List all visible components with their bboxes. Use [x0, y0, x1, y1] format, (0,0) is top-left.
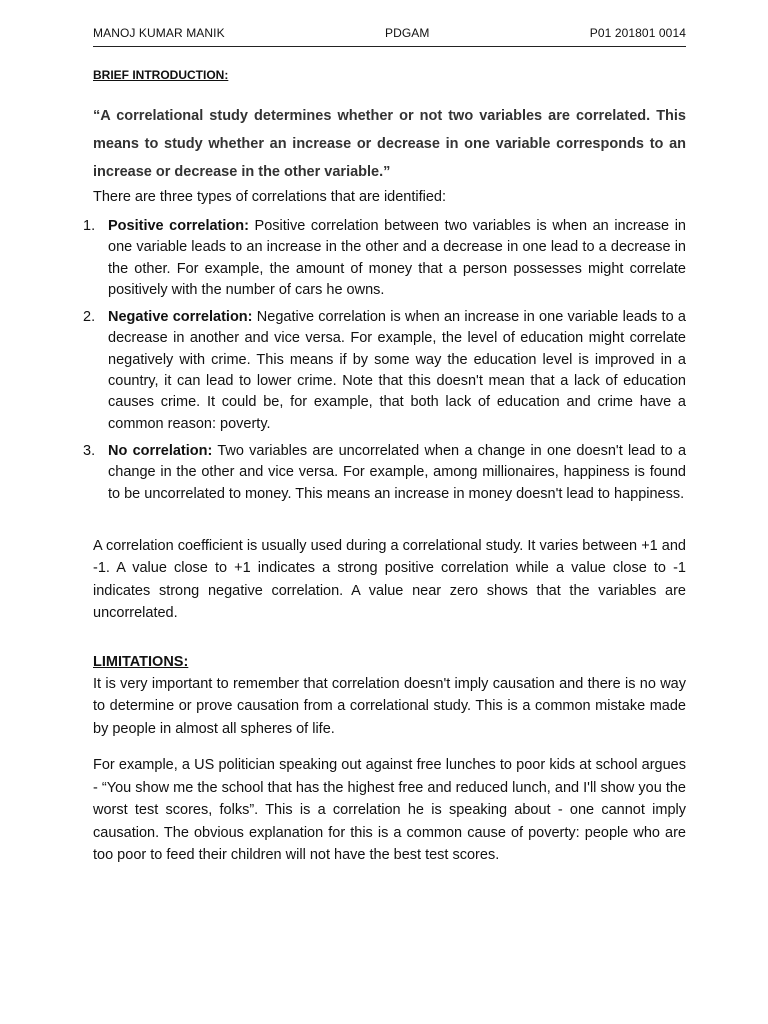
- list-number: 3.: [83, 442, 96, 459]
- type-term: Negative correlation:: [108, 309, 253, 326]
- limitations-paragraph: It is very important to remember that correlation doesn't imply causation and there is no way to determine or prove causation from a correlational study. This is a common mistake made by people in almost all spheres of life.: [93, 675, 686, 737]
- intro-heading: BRIEF INTRODUCTION:: [93, 68, 229, 82]
- author-name: MANOJ KUMAR MANIK: [93, 26, 225, 40]
- coefficient-paragraph: A correlation coefficient is usually used during a correlational study. It varies between +1 and -1. A value close to +1 indicates a strong positive correlation while a value close to -1 indicates strong negative correlation. A value near zero shows that the variables are uncorrelated.: [93, 537, 686, 622]
- type-term: No correlation:: [108, 442, 213, 459]
- type-description: Positive correlation between two variables is when an increase in one variable leads to an increase in the other and a decrease in one lead to a decrease in the other. For example, the amount of money that a person possesses might correlate positively with the number of cars he owns.: [108, 218, 686, 298]
- header-divider: [93, 46, 686, 47]
- list-item: [83, 441, 687, 505]
- student-id: P01 201801 0014: [589, 26, 686, 40]
- types-lead: There are three types of correlations that are identified:: [93, 189, 447, 205]
- correlation-types-list: [83, 216, 687, 505]
- page-header: [93, 26, 686, 40]
- list-number: 2.: [83, 309, 96, 326]
- list-item: [83, 307, 686, 435]
- type-term: Positive correlation:: [108, 218, 249, 234]
- list-item: [83, 216, 686, 301]
- type-description: Two variables are uncorrelated when a change in one doesn't lead to a change in the other and vice versa. For example, among millionaires, happiness is found to be uncorrelated to money. This means an increase in money doesn't lead to happiness.: [108, 442, 687, 502]
- example-paragraph: For example, a US politician speaking out against free lunches to poor kids at school argues - “You show me the school that has the highest free and reduced lunch, and I'll show you the worst test scores, folks”. This is a correlation he is speaking about - one cannot imply causation. The obvious explanation for this is a common cause of poverty: people who are too poor to feed their children will not have the best test scores.: [93, 757, 686, 864]
- type-description: Negative correlation is when an increase in one variable leads to a decrease in another and vice versa. For example, the level of education might correlate negatively with crime. This means if by some way the education level is improved in a country, it can lead to lower crime. Note that this doesn't mean that a lack of education causes crime. It could be, for example, that both lack of education and crime have a common reason: poverty.: [108, 309, 686, 432]
- intro-quote: “A correlational study determines whether or not two variables are correlated. This means to study whether an increase or decrease in one variable corresponds to an increase or decrease in the other variable.”: [93, 108, 686, 180]
- list-number: 1.: [83, 218, 96, 234]
- program-code: PDGAM: [384, 26, 430, 40]
- document-body: [83, 66, 687, 867]
- limitations-heading: LIMITATIONS:: [93, 653, 189, 670]
